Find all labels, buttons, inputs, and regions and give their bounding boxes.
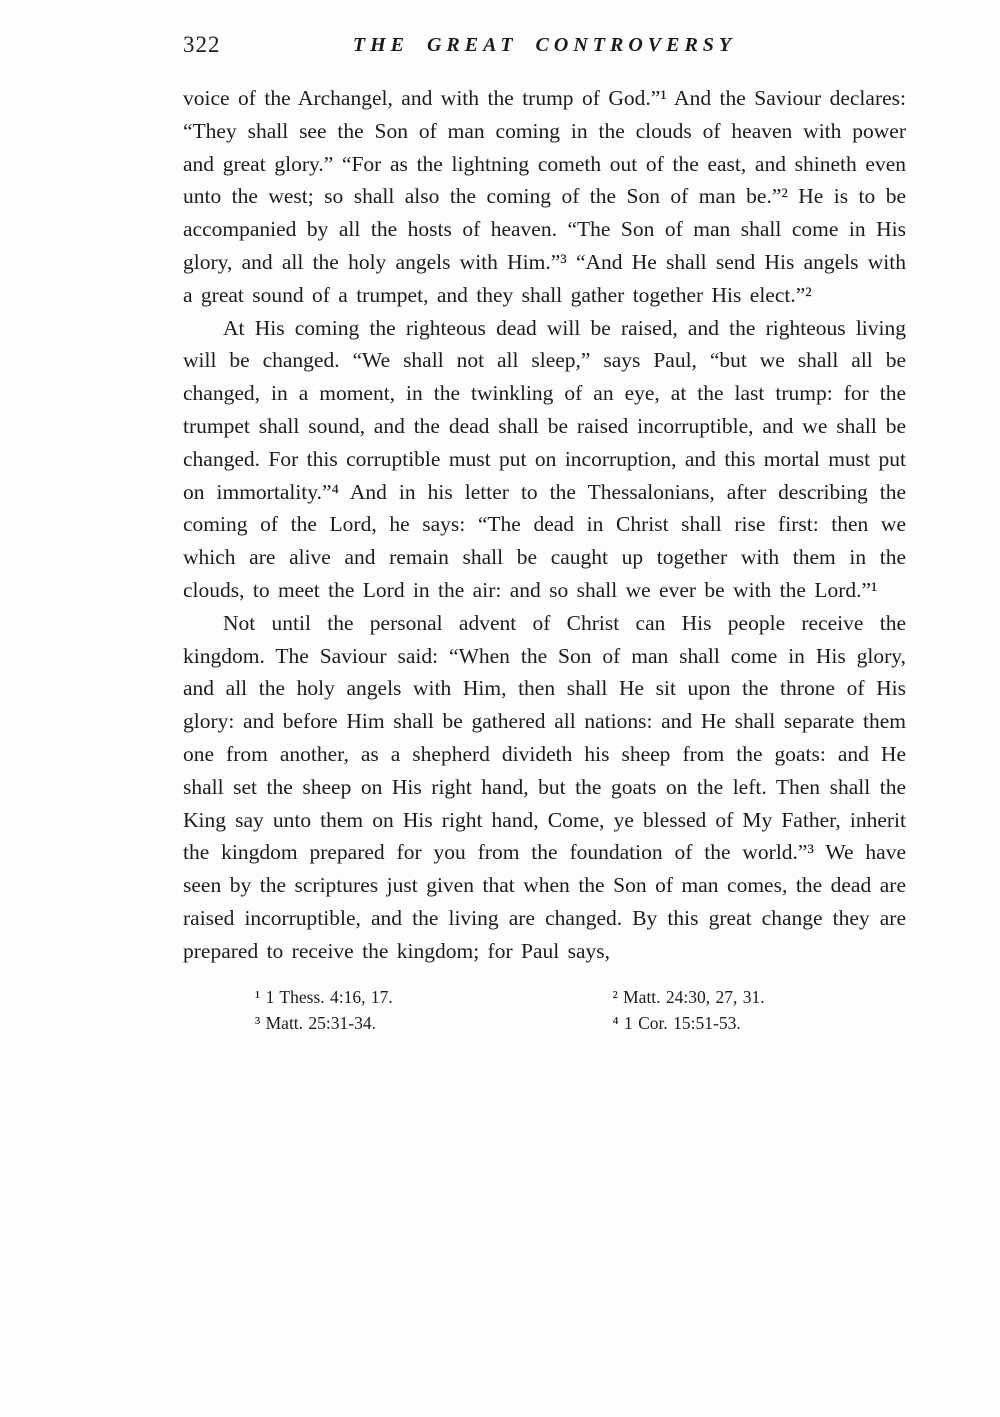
page-number: 322 — [183, 32, 221, 57]
running-title: THE GREAT CONTROVERSY — [352, 34, 737, 56]
running-head — [183, 28, 906, 62]
paragraph: At His coming the righteous dead will be raised, and the righteous living will be changed. “We shall not all sleep,” says Paul, “but we shall all be changed, in a moment, in the twinkling of an eye, at the last trump: for the trumpet shall sound, and the dead shall be raised incorruptible, and we shall be changed. For this corruptible must put on incorruption, and this mortal must put on immortality.”⁴ And in his letter to the Thessalonians, after describing the coming of the Lord, he says: “The dead in Christ shall rise first: then we which are alive and remain shall be caught up together with them in the clouds, to meet the Lord in the air: and so shall we ever be with the Lord.”¹ — [183, 315, 906, 602]
footnote-column-left — [183, 984, 545, 1036]
footnote: ¹ 1 Thess. 4:16, 17. — [255, 986, 393, 1007]
paragraph-continuation: voice of the Archangel, and with the trump of God.”¹ And the Saviour declares: “They shall see the Son of man coming in the clouds of heaven with power and great glory.” “For as the lightning cometh out of the east, and shineth even unto the west; so shall also the coming of the Son of man be.”² He is to be accompanied by all the hosts of heaven. “The Son of man shall come in His glory, and all the holy angels with Him.”³ “And He shall send His angels with a great sound of a trumpet, and they shall gather together His elect.”² — [183, 86, 906, 307]
footnotes — [183, 984, 906, 1036]
paragraph: Not until the personal advent of Christ can His people receive the kingdom. The Saviour said: “When the Son of man shall come in His glory, and all the holy angels with Him, then shall He sit upon the throne of His glory: and before Him shall be gathered all nations: and He shall separate them one from another, as a shepherd divideth his sheep from the goats: and He shall set the sheep on His right hand, but the goats on the left. Then shall the King say unto them on His right hand, Come, ye blessed of My Father, inherit the kingdom prepared for you from the foundation of the world.”³ We have seen by the scriptures just given that when the Son of man comes, the dead are raised incorruptible, and the living are changed. By this great change they are prepared to receive the kingdom; for Paul says, — [183, 610, 906, 963]
footnote: ³ Matt. 25:31-34. — [255, 1012, 376, 1033]
footnote: ² Matt. 24:30, 27, 31. — [612, 986, 765, 1007]
footnote-column-right — [545, 984, 907, 1036]
footnote: ⁴ 1 Cor. 15:51-53. — [612, 1012, 741, 1033]
body-text — [183, 82, 906, 968]
